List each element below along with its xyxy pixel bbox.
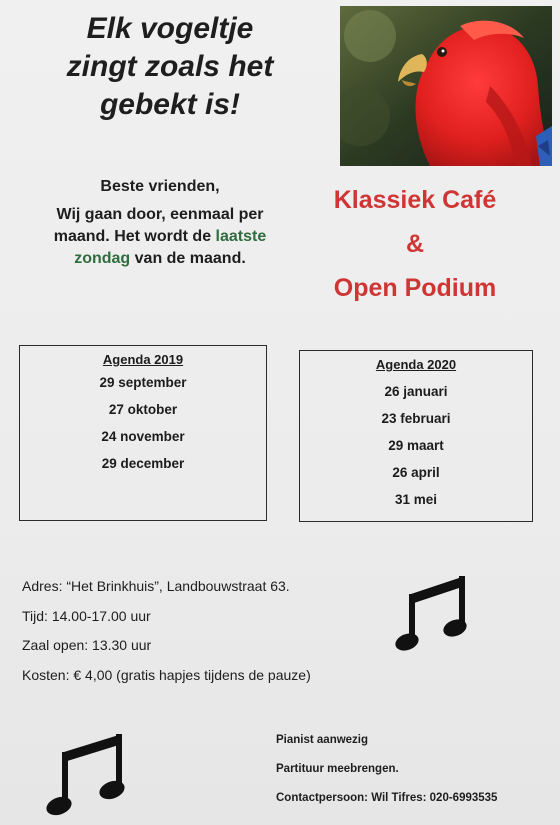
address-line: Adres: “Het Brinkhuis”, Landbouwstraat 63. — [22, 578, 290, 594]
intro-text-b: van de maand. — [134, 250, 246, 267]
intro-text — [40, 176, 280, 270]
agenda-date: 23 februari — [381, 411, 451, 426]
agenda-date: 29 december — [101, 456, 185, 471]
agenda-2019-title: Agenda 2019 — [102, 352, 184, 367]
music-note-icon — [44, 732, 126, 818]
time-line: Tijd: 14.00-17.00 uur — [22, 607, 151, 624]
event-title — [300, 178, 530, 310]
agenda-date: 24 november — [101, 429, 185, 444]
headline-line-3: gebekt is! — [99, 88, 241, 121]
extra-info — [276, 726, 546, 813]
agenda-2020-box — [299, 350, 533, 522]
intro-greeting: Beste vrienden, — [100, 178, 220, 195]
agenda-date: 26 januari — [384, 384, 448, 399]
event-line-1: Klassiek Café — [333, 186, 497, 214]
agenda-2020-title: Agenda 2020 — [375, 357, 457, 372]
costs-line: Kosten: € 4,00 (gratis hapjes tijdens de pauze) — [22, 666, 311, 683]
agenda-date: 31 mei — [394, 492, 438, 507]
agenda-2019-list — [20, 369, 266, 477]
agenda-date: 26 april — [392, 465, 440, 480]
headline — [40, 10, 300, 124]
contact-line: Contactpersoon: Wil Tifres: 020-6993535 — [276, 792, 498, 804]
sheet-music-line: Partituur meebrengen. — [276, 763, 399, 775]
agenda-2019-box — [19, 345, 267, 521]
music-note-icon — [393, 572, 469, 654]
headline-line-2: zingt zoals het — [66, 50, 274, 83]
hall-open-line: Zaal open: 13.30 uur — [22, 637, 152, 653]
agenda-2020-list — [300, 378, 532, 513]
pianist-line: Pianist aanwezig — [276, 734, 369, 746]
intro-highlight: laatste zondag — [74, 228, 267, 267]
agenda-date: 29 maart — [388, 438, 444, 453]
red-parrot-icon — [340, 6, 552, 166]
headline-line-1: Elk vogeltje — [86, 12, 254, 45]
event-line-3: Open Podium — [333, 274, 497, 302]
agenda-date: 27 oktober — [108, 402, 178, 417]
agenda-date: 29 september — [99, 375, 187, 390]
event-line-2: & — [405, 230, 425, 258]
intro-text-a: Wij gaan door, eenmaal per maand. Het wordt de — [53, 206, 264, 245]
parrot-photo — [340, 6, 552, 166]
event-info — [22, 572, 362, 690]
